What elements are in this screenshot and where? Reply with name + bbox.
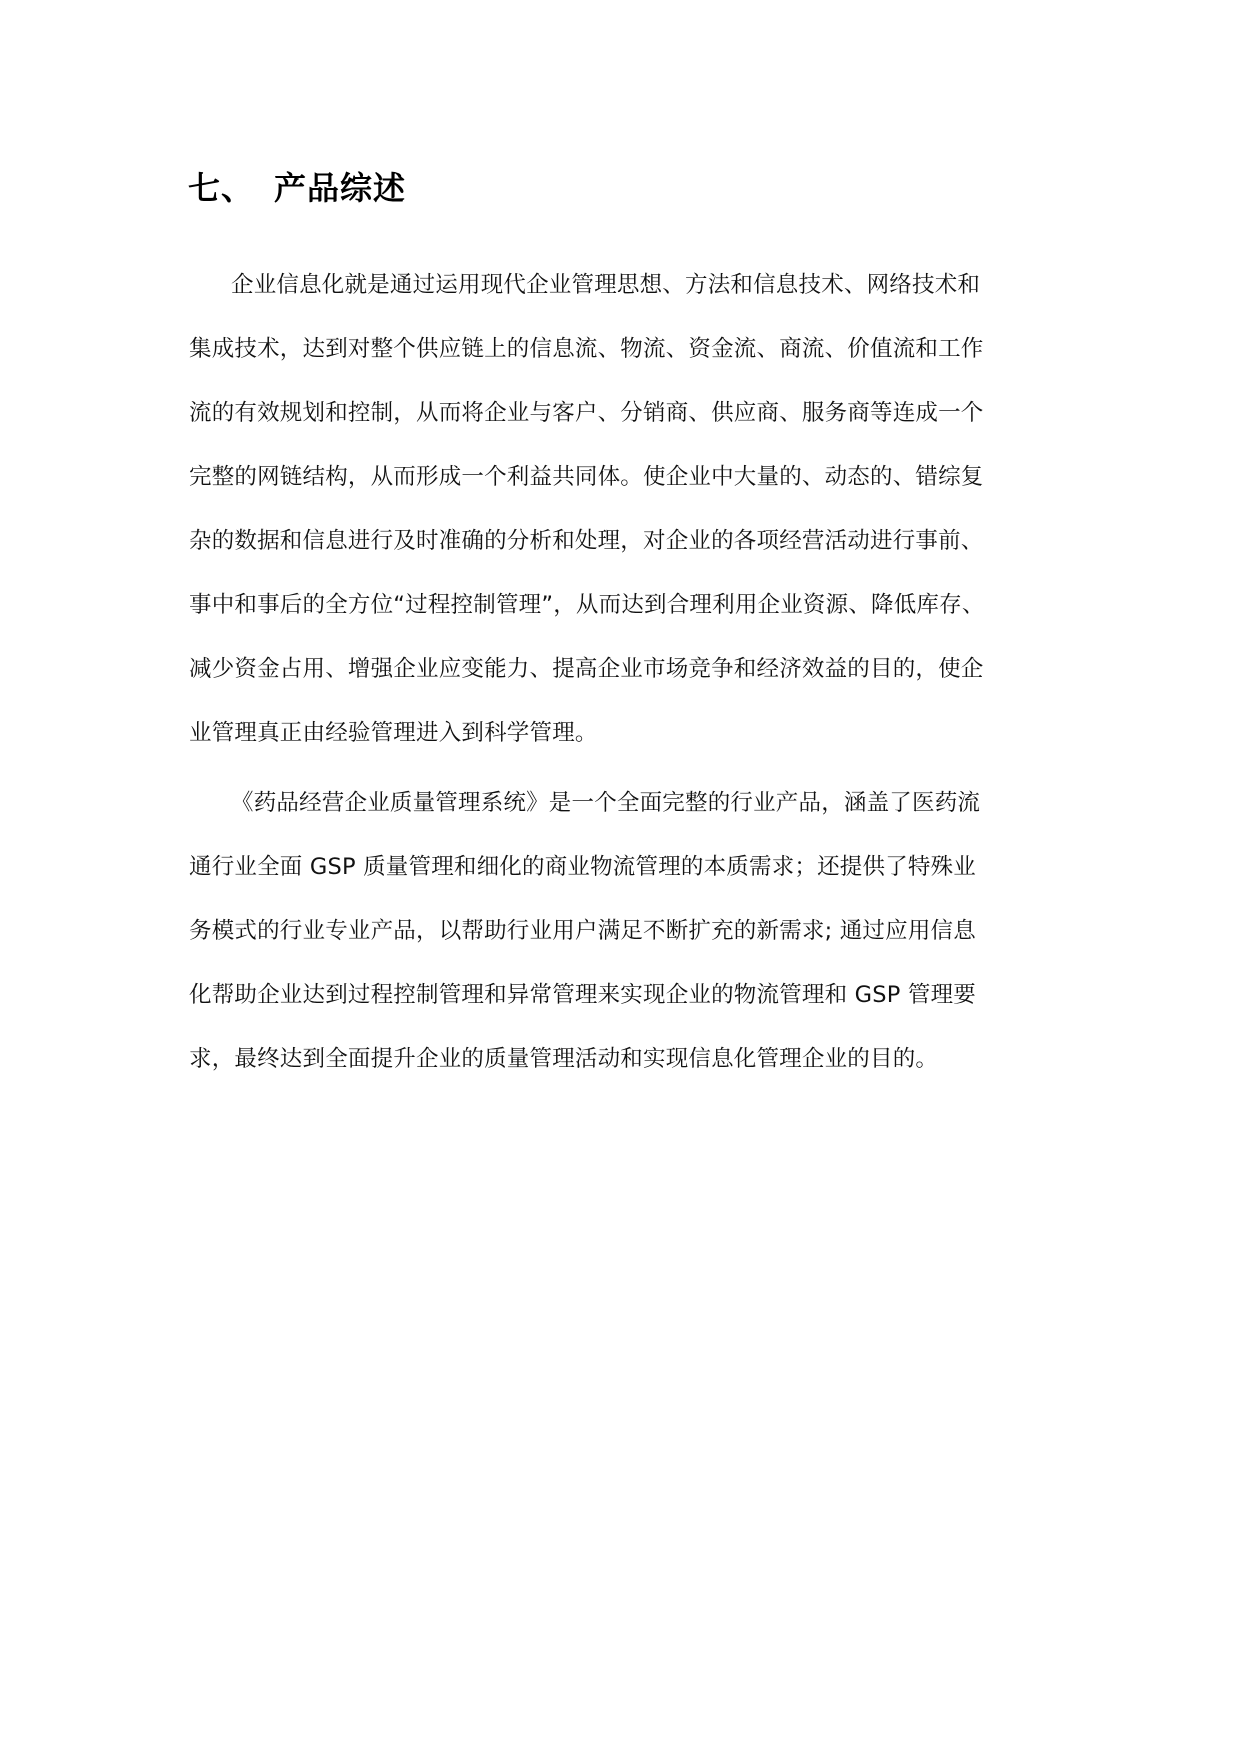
paragraph-line: 减少资金占用、增强企业应变能力、提高企业市场竞争和经济效益的目的，使企 xyxy=(189,656,984,682)
paragraph-line: 化帮助企业达到过程控制管理和异常管理来实现企业的物流管理和 GSP 管理要 xyxy=(189,982,976,1008)
section-title: 产品综述 xyxy=(274,169,407,207)
paragraph-line: 完整的网链结构，从而形成一个利益共同体。使企业中大量的、动态的、错综复 xyxy=(189,464,984,490)
section-heading xyxy=(188,164,406,208)
paragraph-line: 企业信息化就是通过运用现代企业管理思想、方法和信息技术、网络技术和 xyxy=(231,272,981,298)
section-number: 七、 xyxy=(188,169,255,207)
paragraph-line: 杂的数据和信息进行及时准确的分析和处理，对企业的各项经营活动进行事前、 xyxy=(189,528,984,554)
paragraph-line: 集成技术，达到对整个供应链上的信息流、物流、资金流、商流、价值流和工作 xyxy=(189,336,984,362)
paragraph-line: 事中和事后的全方位“过程控制管理”，从而达到合理利用企业资源、降低库存、 xyxy=(189,592,985,618)
paragraph-line: 通行业全面 GSP 质量管理和细化的商业物流管理的本质需求；还提供了特殊业 xyxy=(189,854,976,880)
paragraph-line: 业管理真正由经验管理进入到科学管理。 xyxy=(189,720,598,746)
paragraph-line: 求，最终达到全面提升企业的质量管理活动和实现信息化管理企业的目的。 xyxy=(189,1046,939,1072)
paragraph-line: 务模式的行业专业产品，以帮助行业用户满足不断扩充的新需求; 通过应用信息 xyxy=(189,918,976,944)
paragraph-line: 流的有效规划和控制，从而将企业与客户、分销商、供应商、服务商等连成一个 xyxy=(189,400,984,426)
paragraph-line: 《药品经营企业质量管理系统》是一个全面完整的行业产品，涵盖了医药流 xyxy=(231,790,981,816)
